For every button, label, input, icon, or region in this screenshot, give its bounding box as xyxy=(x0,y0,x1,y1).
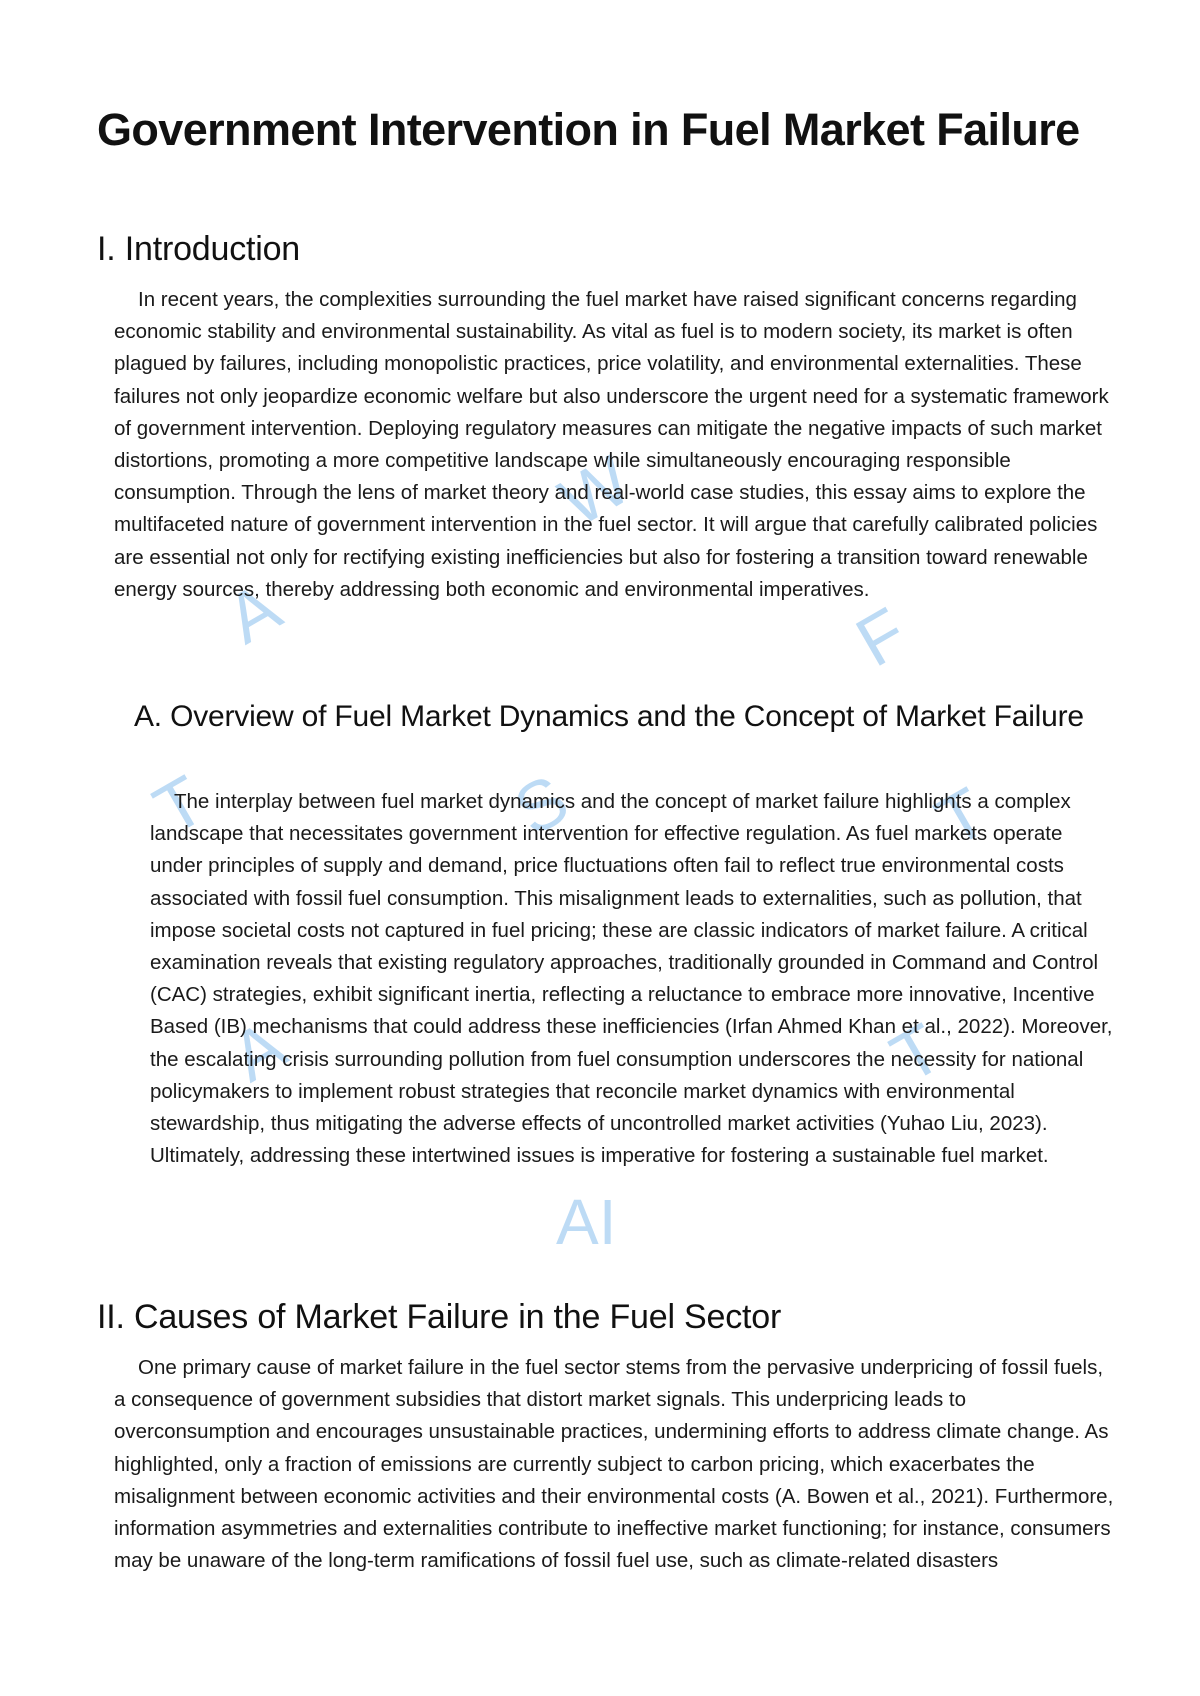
section-heading-causes: II. Causes of Market Failure in the Fuel Sector xyxy=(97,1298,782,1336)
watermark-letter: T xyxy=(923,772,1000,862)
watermark-letter: W xyxy=(546,440,644,542)
watermark-letter: T xyxy=(878,1008,955,1098)
section-heading-introduction: I. Introduction xyxy=(97,230,301,268)
watermark-letter: AI xyxy=(556,1186,617,1258)
causes-paragraph: One primary cause of market failure in the fuel sector stems from the pervasive underpricing of fossil fuels, a consequence of government subsidies that distort market signals. This underpricing leads to overconsumption and encourages unsustainable practices, undermining efforts to address climate change. As highlighted, only a fraction of emissions are currently subject to carbon pricing, which exacerbates the misalignment between economic activities and their environmental costs (A. Bowen et al., 2021). Furthermore, information asymmetries and externalities contribute to ineffective market functioning; for instance, consumers may be unaware of the long-term ramifications of fossil fuel use, such as climate-related disasters xyxy=(114,1356,1114,1573)
watermark-letter: A xyxy=(213,567,294,659)
watermark-letter: S xyxy=(501,759,582,851)
watermark-letter: F xyxy=(843,592,920,682)
overview-paragraph: The interplay between fuel market dynamics and the concept of market failure highlights a complex landscape that necessitates government intervention for effective regulation. As fuel markets operate under principles of supply and demand, price fluctuations often fail to reflect true environmental costs associated with fossil fuel consumption. This misalignment leads to externalities, such as pollution, that impose societal costs not captured in fuel pricing; these are classic indicators of market failure. A critical examination reveals that existing regulatory approaches, traditionally grounded in Command and Control (CAC) strategies, exhibit significant inertia, reflecting a reluctance to embrace more innovative, Incentive Based (IB) mechanisms that could address these inefficiencies (Irfan Ahmed Khan et al., 2022). Moreover, the escalating crisis surrounding pollution from fuel consumption underscores the necessity for national policymakers to implement robust strategies that reconcile market dynamics with environmental stewardship, thus mitigating the adverse effects of uncontrolled market activities (Yuhao Liu, 2023). Ultimately, addressing these intertwined issues is imperative for fostering a sustainable fuel market. xyxy=(150,790,1113,1168)
watermark-letter: T xyxy=(141,760,218,850)
introduction-paragraph: In recent years, the complexities surrounding the fuel market have raised significant concerns regarding economic stability and environmental sustainability. As vital as fuel is to modern society, its market is often plagued by failures, including monopolistic practices, price volatility, and environmental externalities. These failures not only jeopardize economic welfare but also underscore the urgent need for a systematic framework of government intervention. Deploying regulatory measures can mitigate the negative impacts of such market distortions, promoting a more competitive landscape while simultaneously encouraging responsible consumption. Through the lens of market theory and real-world case studies, this essay aims to explore the multifaceted nature of government intervention in the fuel sector. It will argue that carefully calibrated policies are essential not only for rectifying existing inefficiencies but also for fostering a transition toward renewable energy sources, thereby addressing both economic and environmental imperatives. xyxy=(114,288,1109,601)
watermark-letter: A xyxy=(218,1005,299,1097)
document-title: Government Intervention in Fuel Market Failure xyxy=(97,104,1080,155)
subsection-heading-overview: A. Overview of Fuel Market Dynamics and the Concept of Market Failure xyxy=(134,700,1084,733)
